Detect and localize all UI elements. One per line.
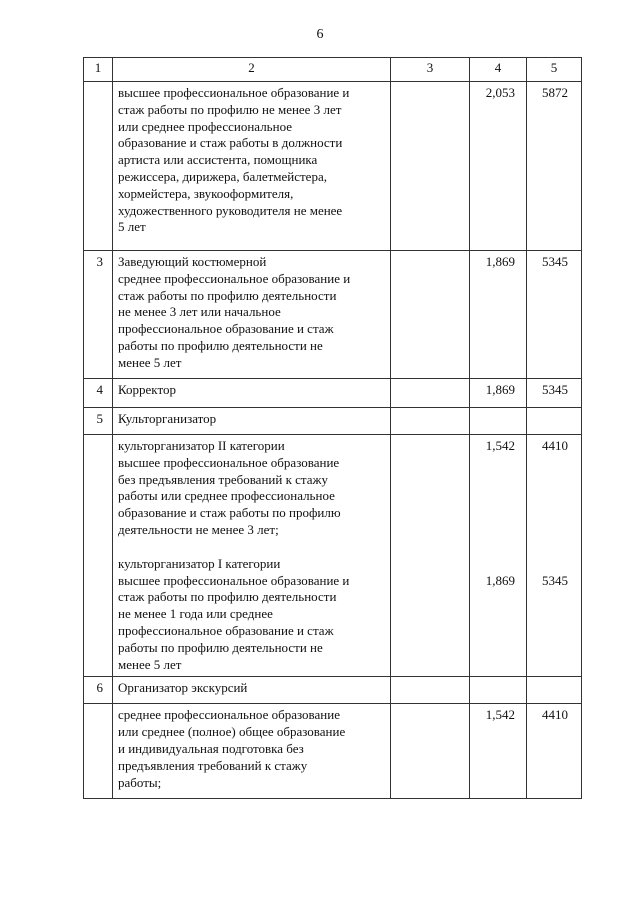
column-3-cell (391, 408, 470, 435)
header-col-4: 4 (470, 58, 527, 82)
salary: 5345 (527, 379, 582, 408)
row-number (84, 82, 113, 251)
coefficient: 1,542 1,869 (470, 435, 527, 677)
table-row (84, 379, 582, 408)
header-col-5: 5 (527, 58, 582, 82)
column-3-cell (391, 379, 470, 408)
position-description: Заведующий костюмерной среднее профессиональное образование и стаж работы по профилю деятельности не менее 3 лет или начальное профессиональное образование и стаж работы по профилю деятельности не менее 5 лет (113, 251, 391, 379)
table-row (84, 82, 582, 251)
row-number: 5 (84, 408, 113, 435)
coefficient: 1,869 (470, 379, 527, 408)
table-row (84, 435, 582, 677)
header-col-3: 3 (391, 58, 470, 82)
salary (527, 408, 582, 435)
table-row (84, 251, 582, 379)
header-col-1: 1 (84, 58, 113, 82)
coefficient: 1,542 (470, 704, 527, 799)
salary: 4410 (527, 704, 582, 799)
position-title: Организатор экскурсий (113, 677, 391, 704)
column-3-cell (391, 251, 470, 379)
salary-table (83, 57, 582, 799)
salary: 4410 5345 (527, 435, 582, 677)
salary: 5872 (527, 82, 582, 251)
coefficient (470, 677, 527, 704)
coefficient (470, 408, 527, 435)
position-title: Корректор (113, 379, 391, 408)
position-description: высшее профессиональное образование и стаж работы по профилю не менее 3 лет или среднее профессиональное образование и стаж работы в должности артиста или ассистента, помощника режиссера, дирижера, балетмейстера, хормейстера, звукооформителя, художественного руководителя не менее 5 лет (113, 82, 391, 251)
column-3-cell (391, 82, 470, 251)
row-number (84, 435, 113, 677)
table-row (84, 677, 582, 704)
position-description: культорганизатор II категории высшее профессиональное образование без предъявления требований к стажу работы или среднее профессиональное образование и стаж работы по профилю деятельности не менее 3 лет; культорганизатор I категории высшее профессиональное образование и стаж работы по профилю деятельности не менее 1 года или среднее профессиональное образование и стаж работы по профилю деятельности не менее 5 лет (113, 435, 391, 677)
table-row (84, 704, 582, 799)
table-header-row (84, 58, 582, 82)
page-number: 6 (316, 27, 324, 42)
table-row (84, 408, 582, 435)
salary: 5345 (527, 251, 582, 379)
row-number: 4 (84, 379, 113, 408)
column-3-cell (391, 677, 470, 704)
header-col-2: 2 (113, 58, 391, 82)
position-description: среднее профессиональное образование или среднее (полное) общее образование и индивидуальная подготовка без предъявления требований к стажу работы; (113, 704, 391, 799)
row-number: 3 (84, 251, 113, 379)
coefficient: 1,869 (470, 251, 527, 379)
coefficient: 2,053 (470, 82, 527, 251)
row-number: 6 (84, 677, 113, 704)
salary (527, 677, 582, 704)
position-title: Культорганизатор (113, 408, 391, 435)
column-3-cell (391, 435, 470, 677)
row-number (84, 704, 113, 799)
column-3-cell (391, 704, 470, 799)
